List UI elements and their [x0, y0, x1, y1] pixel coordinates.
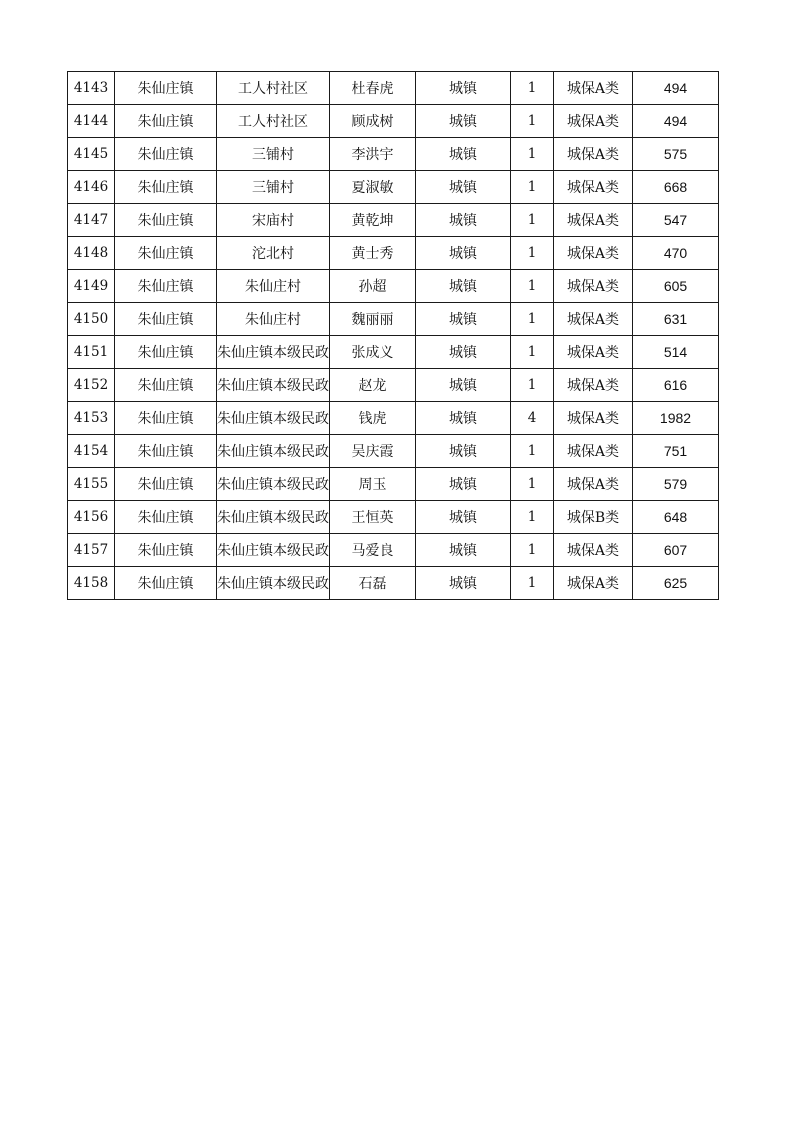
row-category: 城保B类	[554, 501, 633, 534]
row-name: 张成义	[330, 336, 416, 369]
row-town: 朱仙庄镇	[115, 138, 217, 171]
row-amount: 751	[633, 435, 719, 468]
row-name: 吴庆霞	[330, 435, 416, 468]
row-name: 王恒英	[330, 501, 416, 534]
row-id: 4158	[68, 567, 115, 600]
row-category: 城保A类	[554, 336, 633, 369]
row-town: 朱仙庄镇	[115, 435, 217, 468]
row-category: 城保A类	[554, 369, 633, 402]
row-amount: 547	[633, 204, 719, 237]
row-type: 城镇	[416, 567, 511, 600]
row-name: 赵龙	[330, 369, 416, 402]
row-name: 石磊	[330, 567, 416, 600]
table-row	[68, 402, 719, 435]
row-name: 杜春虎	[330, 72, 416, 105]
row-count: 1	[511, 501, 554, 534]
row-count: 1	[511, 72, 554, 105]
row-name: 夏淑敏	[330, 171, 416, 204]
row-id: 4154	[68, 435, 115, 468]
row-id: 4145	[68, 138, 115, 171]
row-id: 4152	[68, 369, 115, 402]
row-amount: 470	[633, 237, 719, 270]
row-amount: 1982	[633, 402, 719, 435]
row-town: 朱仙庄镇	[115, 567, 217, 600]
row-id: 4148	[68, 237, 115, 270]
row-amount: 575	[633, 138, 719, 171]
row-category: 城保A类	[554, 72, 633, 105]
row-count: 1	[511, 303, 554, 336]
row-village: 朱仙庄镇本级民政	[217, 501, 330, 534]
row-count: 1	[511, 336, 554, 369]
row-type: 城镇	[416, 72, 511, 105]
table-row	[68, 567, 719, 600]
row-village: 朱仙庄村	[217, 270, 330, 303]
row-category: 城保A类	[554, 567, 633, 600]
table-row	[68, 369, 719, 402]
row-category: 城保A类	[554, 138, 633, 171]
table-row	[68, 138, 719, 171]
row-count: 1	[511, 204, 554, 237]
row-village: 工人村社区	[217, 72, 330, 105]
table-row	[68, 468, 719, 501]
row-name: 黄士秀	[330, 237, 416, 270]
row-category: 城保A类	[554, 468, 633, 501]
table-row	[68, 303, 719, 336]
row-village: 三铺村	[217, 171, 330, 204]
row-name: 孙超	[330, 270, 416, 303]
row-category: 城保A类	[554, 435, 633, 468]
row-type: 城镇	[416, 237, 511, 270]
row-id: 4149	[68, 270, 115, 303]
row-count: 1	[511, 468, 554, 501]
row-id: 4155	[68, 468, 115, 501]
row-category: 城保A类	[554, 204, 633, 237]
row-id: 4150	[68, 303, 115, 336]
row-id: 4144	[68, 105, 115, 138]
row-town: 朱仙庄镇	[115, 336, 217, 369]
table-row	[68, 237, 719, 270]
row-amount: 494	[633, 105, 719, 138]
row-town: 朱仙庄镇	[115, 468, 217, 501]
row-village: 朱仙庄镇本级民政	[217, 402, 330, 435]
row-amount: 605	[633, 270, 719, 303]
row-town: 朱仙庄镇	[115, 204, 217, 237]
row-category: 城保A类	[554, 270, 633, 303]
row-type: 城镇	[416, 204, 511, 237]
row-village: 朱仙庄镇本级民政	[217, 567, 330, 600]
row-town: 朱仙庄镇	[115, 369, 217, 402]
row-id: 4156	[68, 501, 115, 534]
row-type: 城镇	[416, 402, 511, 435]
row-amount: 631	[633, 303, 719, 336]
row-village: 沱北村	[217, 237, 330, 270]
row-id: 4153	[68, 402, 115, 435]
row-count: 1	[511, 270, 554, 303]
table-row	[68, 72, 719, 105]
row-town: 朱仙庄镇	[115, 402, 217, 435]
row-village: 三铺村	[217, 138, 330, 171]
row-id: 4143	[68, 72, 115, 105]
row-town: 朱仙庄镇	[115, 105, 217, 138]
row-name: 黄乾坤	[330, 204, 416, 237]
row-village: 朱仙庄村	[217, 303, 330, 336]
row-name: 魏丽丽	[330, 303, 416, 336]
roster-body	[68, 72, 719, 600]
row-name: 马爱良	[330, 534, 416, 567]
table-row	[68, 501, 719, 534]
row-village: 工人村社区	[217, 105, 330, 138]
row-amount: 579	[633, 468, 719, 501]
row-type: 城镇	[416, 501, 511, 534]
table-row	[68, 336, 719, 369]
row-village: 朱仙庄镇本级民政	[217, 468, 330, 501]
row-village: 宋庙村	[217, 204, 330, 237]
row-town: 朱仙庄镇	[115, 171, 217, 204]
row-type: 城镇	[416, 369, 511, 402]
row-category: 城保A类	[554, 534, 633, 567]
row-category: 城保A类	[554, 237, 633, 270]
row-count: 4	[511, 402, 554, 435]
row-town: 朱仙庄镇	[115, 303, 217, 336]
table-row	[68, 534, 719, 567]
row-type: 城镇	[416, 270, 511, 303]
row-amount: 494	[633, 72, 719, 105]
row-town: 朱仙庄镇	[115, 501, 217, 534]
row-town: 朱仙庄镇	[115, 237, 217, 270]
row-town: 朱仙庄镇	[115, 534, 217, 567]
row-type: 城镇	[416, 171, 511, 204]
row-type: 城镇	[416, 534, 511, 567]
row-type: 城镇	[416, 303, 511, 336]
row-category: 城保A类	[554, 105, 633, 138]
row-count: 1	[511, 369, 554, 402]
row-amount: 648	[633, 501, 719, 534]
row-type: 城镇	[416, 468, 511, 501]
row-name: 钱虎	[330, 402, 416, 435]
row-count: 1	[511, 105, 554, 138]
row-count: 1	[511, 567, 554, 600]
row-village: 朱仙庄镇本级民政	[217, 534, 330, 567]
row-id: 4147	[68, 204, 115, 237]
row-type: 城镇	[416, 105, 511, 138]
table-row	[68, 171, 719, 204]
table-row	[68, 204, 719, 237]
row-name: 周玉	[330, 468, 416, 501]
table-row	[68, 435, 719, 468]
row-village: 朱仙庄镇本级民政	[217, 336, 330, 369]
row-name: 顾成树	[330, 105, 416, 138]
row-count: 1	[511, 237, 554, 270]
row-count: 1	[511, 534, 554, 567]
row-count: 1	[511, 435, 554, 468]
row-amount: 625	[633, 567, 719, 600]
table-row	[68, 270, 719, 303]
row-count: 1	[511, 138, 554, 171]
row-type: 城镇	[416, 435, 511, 468]
table-row	[68, 105, 719, 138]
roster-table	[67, 71, 719, 600]
row-village: 朱仙庄镇本级民政	[217, 435, 330, 468]
row-id: 4157	[68, 534, 115, 567]
row-amount: 607	[633, 534, 719, 567]
row-amount: 616	[633, 369, 719, 402]
row-id: 4146	[68, 171, 115, 204]
row-category: 城保A类	[554, 171, 633, 204]
row-town: 朱仙庄镇	[115, 72, 217, 105]
row-id: 4151	[68, 336, 115, 369]
row-category: 城保A类	[554, 402, 633, 435]
row-name: 李洪宇	[330, 138, 416, 171]
row-village: 朱仙庄镇本级民政	[217, 369, 330, 402]
row-type: 城镇	[416, 336, 511, 369]
row-count: 1	[511, 171, 554, 204]
row-amount: 514	[633, 336, 719, 369]
row-town: 朱仙庄镇	[115, 270, 217, 303]
row-type: 城镇	[416, 138, 511, 171]
row-amount: 668	[633, 171, 719, 204]
row-category: 城保A类	[554, 303, 633, 336]
